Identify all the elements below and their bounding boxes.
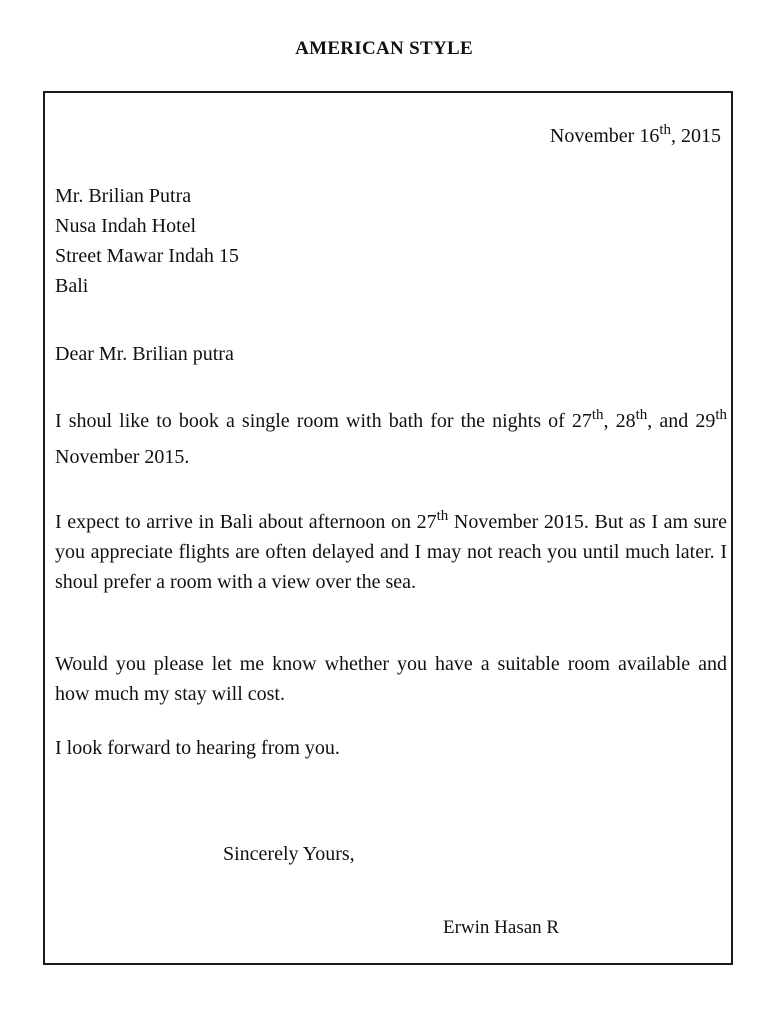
date-year: , 2015: [671, 125, 721, 147]
date-month-day: November 16: [549, 125, 660, 147]
p1-sup-b: th: [635, 406, 648, 423]
page-title: AMERICAN STYLE: [295, 38, 473, 59]
salutation: Dear Mr. Brilian putra: [55, 343, 234, 365]
p1-sup-c: th: [715, 406, 728, 423]
complimentary-close: Sincerely Yours,: [223, 843, 355, 865]
recipient-company: Nusa Indah Hotel: [55, 215, 197, 237]
date-day-suffix: th: [659, 121, 671, 138]
p1-text-d: November 2015.: [55, 446, 190, 468]
paragraph-availability: Would you please let me know whether you have a suitable room available and how much my stay will cost.: [55, 653, 727, 705]
recipient-city: Bali: [55, 275, 89, 297]
paragraph-closing-remark: I look forward to hearing from you.: [55, 737, 340, 759]
p1-text-a: I shoul like to book a single room with bath for the nights of 27: [55, 410, 592, 432]
paragraph-booking-request: [55, 403, 727, 475]
paragraph-arrival: [55, 507, 727, 597]
p1-text-b: , 28: [603, 410, 636, 432]
p2-sup-a: th: [436, 507, 449, 524]
signature-name: Erwin Hasan R: [443, 917, 560, 938]
p2-text-a: I expect to arrive in Bali about afternoon on 27: [55, 511, 437, 533]
p1-sup-a: th: [591, 406, 604, 423]
recipient-name: Mr. Brilian Putra: [55, 185, 192, 207]
letter-date: [549, 121, 721, 148]
recipient-address: [55, 181, 239, 301]
recipient-street: Street Mawar Indah 15: [55, 245, 239, 267]
p2-text-b: November 2015. But as I am sure you appreciate flights are often delayed and I may not reach you until much later. I shoul prefer a room with a view over the sea.: [55, 511, 727, 593]
letter-box: [43, 91, 733, 965]
p1-text-c: , and 29: [647, 410, 716, 432]
